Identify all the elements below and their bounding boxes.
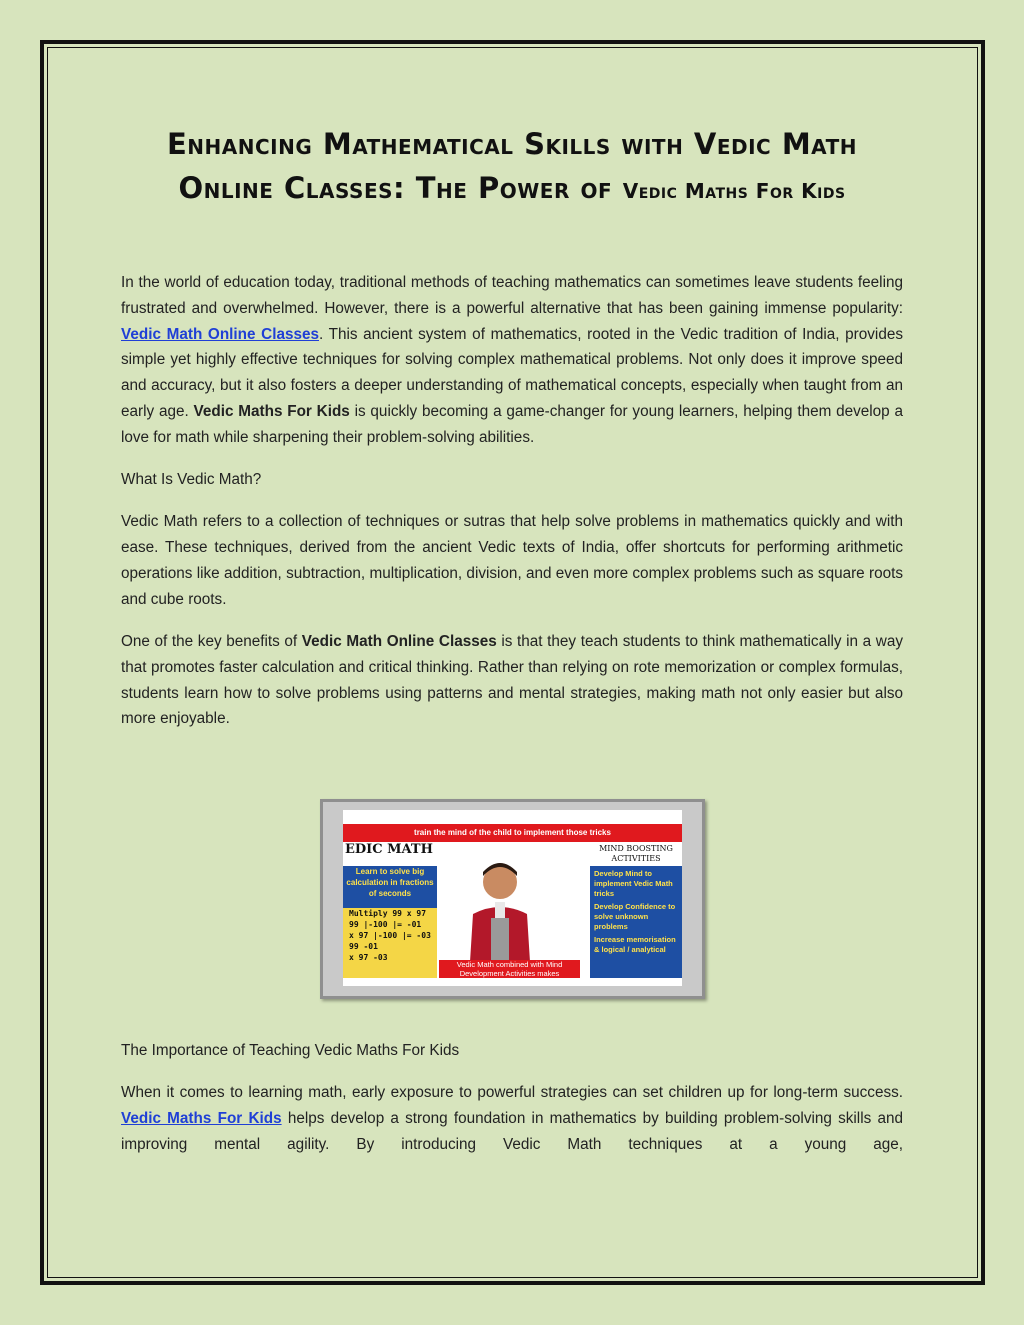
paragraph-benefits (121, 629, 903, 732)
intro-text-3: is quickly becoming a game-changer for young learners, helping them develop a love for math while sharpening their problem-solving abilities. (121, 402, 903, 446)
calc-line-2: x 97 |-100 |= -03 (349, 931, 431, 940)
banner-picture (343, 810, 682, 986)
vedic-maths-for-kids-link[interactable]: Vedic Maths For Kids (121, 1110, 282, 1128)
title-line-2-main: Online Classes: The Power of (178, 171, 613, 205)
importance-text-1: When it comes to learning math, early exposure to powerful strategies can set children up for long-term success. (121, 1084, 903, 1102)
paragraph-intro (121, 270, 903, 451)
heading-what-is-vedic-math: What Is Vedic Math? (121, 471, 262, 489)
calc-line-3: 99 -01 (349, 942, 378, 951)
intro-text-1: In the world of education today, traditional methods of teaching mathematics can sometimes leave students feeling frustrated and overwhelmed. However, there is a powerful alternative that has been gaining immense popularity: (121, 274, 903, 317)
vedic-math-online-classes-bold: Vedic Math Online Classes (301, 633, 497, 651)
calc-line-4: x 97 -03 (349, 953, 388, 962)
benefits-text-2: is that they teach students to think mathematically in a way that promotes faster calculation and critical thinking. Rather than relying on rote memorization or complex formulas, students learn how to solve problems using patterns and mental strategies, making math not only easier but also more enjoyable. (121, 633, 903, 728)
calc-heading: Multiply 99 x 97 (349, 909, 427, 918)
boy-illustration (455, 850, 545, 978)
vedic-math-banner-image (320, 799, 705, 999)
vedic-math-online-classes-link[interactable]: Vedic Math Online Classes (121, 325, 319, 343)
banner-bottom-strip: Vedic Math combined with Mind Development Activities makes (439, 960, 580, 978)
activities-heading: MIND BOOSTING ACTIVITIES (590, 842, 682, 866)
banner-blue-box: Learn to solve big calculation in fractions of seconds (343, 866, 437, 908)
paragraph-importance (121, 1080, 903, 1157)
banner-calc-box (343, 908, 437, 978)
banner-activities-panel (590, 842, 682, 978)
vedic-maths-for-kids-bold: Vedic Maths For Kids (193, 402, 350, 420)
document-title (100, 122, 924, 213)
banner-brand: EDIC MATH (345, 842, 433, 857)
title-line-2 (100, 166, 924, 213)
importance-text-2: helps develop a strong foundation in mathematics by building problem-solving skills and improving mental agility. By introducing Vedic Math techniques at a young age, (121, 1110, 903, 1153)
paragraph-definition: Vedic Math refers to a collection of techniques or sutras that help solve problems in mathematics quickly and with ease. These techniques, derived from the ancient Vedic texts of India, offer shortcuts for performing arithmetic operations like addition, subtraction, multiplication, division, and even more complex problems such as square roots and cube roots. (121, 513, 903, 608)
title-line-2-small: Vedic Maths For Kids (622, 179, 846, 203)
benefits-text-1: One of the key benefits of (121, 633, 302, 651)
title-line-1: Enhancing Mathematical Skills with Vedic Math (167, 127, 857, 161)
document-body-continued (121, 1038, 903, 1174)
activity-item: Develop Mind to implement Vedic Math tricks (594, 869, 673, 898)
banner-top-strip: train the mind of the child to implement those tricks (343, 824, 682, 842)
activity-item: Develop Confidence to solve unknown problems (594, 902, 676, 931)
intro-text-2: . This ancient system of mathematics, rooted in the Vedic tradition of India, provides simple yet highly effective techniques for solving complex mathematical problems. Not only does it improve speed and accuracy, but it also fosters a deeper understanding of mathematical concepts, especially when taught from an early age. (121, 325, 903, 420)
heading-importance: The Importance of Teaching Vedic Maths For Kids (121, 1042, 460, 1059)
activity-item: Increase memorisation & logical / analytical (594, 935, 676, 954)
calc-line-1: 99 |-100 |= -01 (349, 920, 422, 929)
document-body (121, 270, 903, 749)
